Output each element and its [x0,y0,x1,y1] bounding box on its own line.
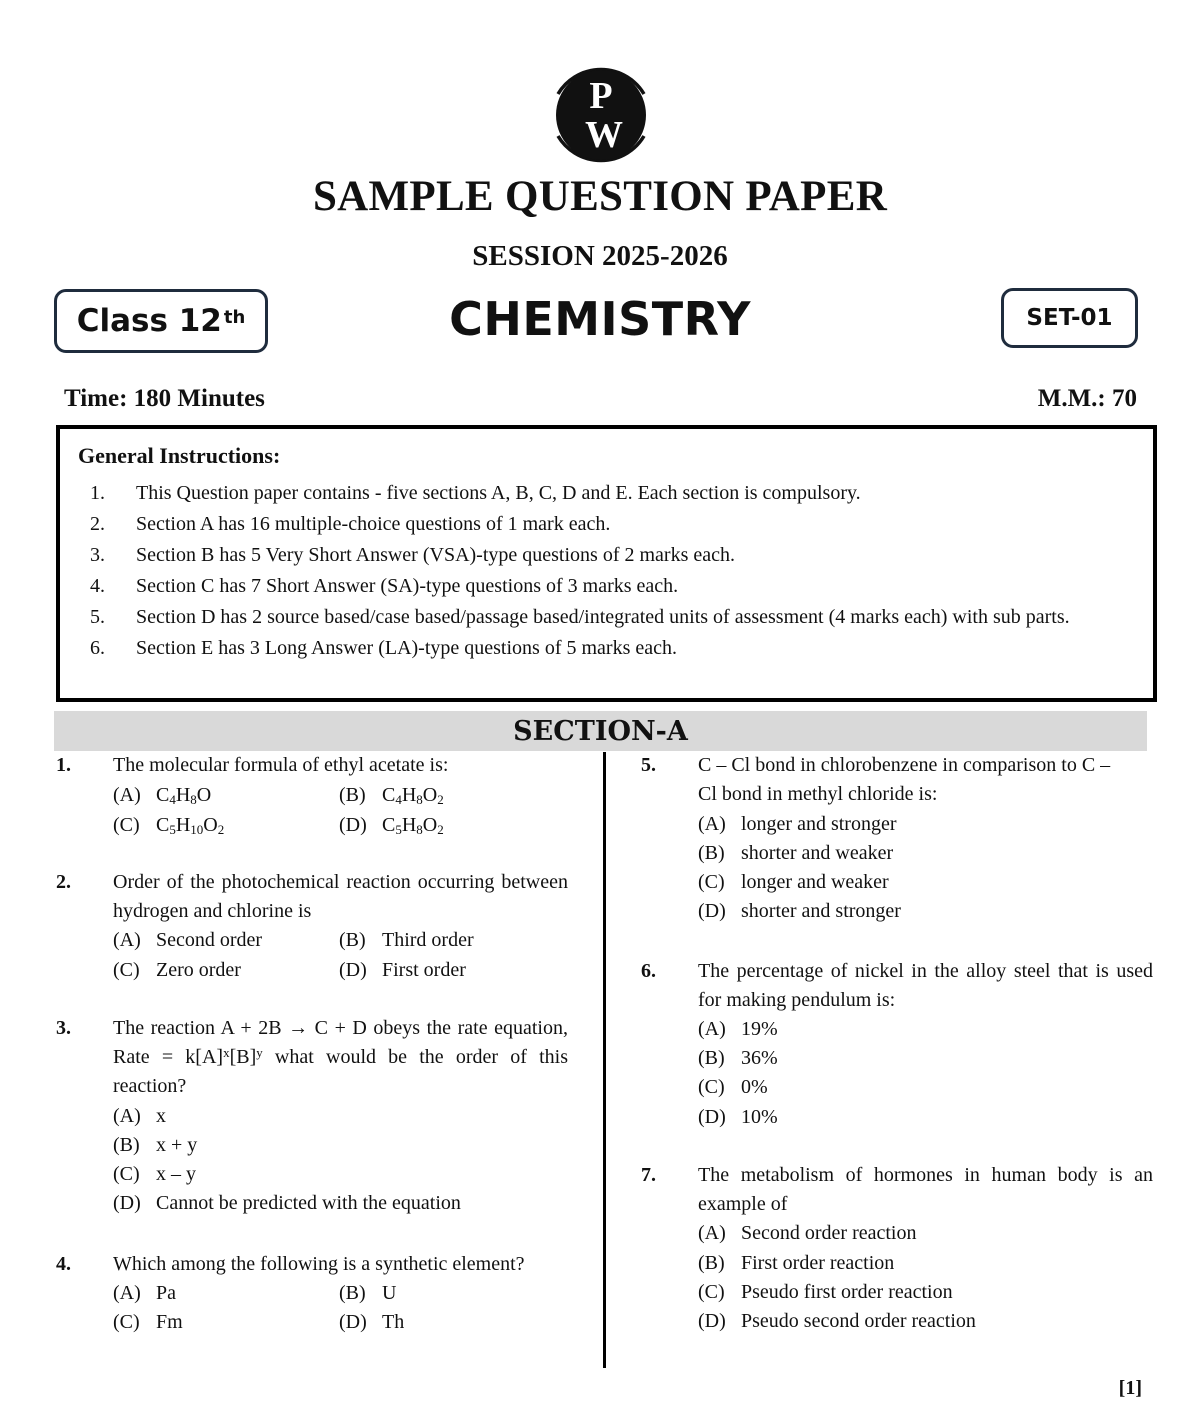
instruction-item [90,571,1140,601]
paper-title: SAMPLE QUESTION PAPER [312,173,888,220]
option-d: (D) 10% [698,1106,778,1128]
option-d: (D) First order [339,959,466,981]
formula: $C_4H_8O$ [156,784,212,807]
max-marks: M.M.: 70 [1037,385,1137,412]
instruction-text: Section B has 5 Very Short Answer (VSA)-type questions of 2 marks each. [136,544,735,566]
option-a: (A) x [113,1105,166,1127]
instructions-heading: General Instructions: [78,443,281,468]
question-number: 6. [641,960,656,982]
option-c: (C) $C_5H_{10}O_2$ [113,814,225,837]
instruction-text: Section A has 16 multiple-choice questions of 1 mark each. [136,513,611,535]
question-text: C – Cl bond in chlorobenzene in comparison to C – Cl bond in methyl chloride is: [698,754,1111,805]
instruction-text: Section D has 2 source based/case based/passage based/integrated units of assessment (4 marks each) with sub parts. [136,606,1070,628]
time-allowed: Time: 180 Minutes [64,385,265,412]
option-a: (A) Pa [113,1282,176,1304]
option-d: (D) shorter and stronger [698,900,901,922]
option-b: (B) U [339,1282,397,1304]
instruction-text: This Question paper contains - five sections A, B, C, D and E. Each section is compulsory. [136,482,861,504]
option-c: (C) Zero order [113,959,241,981]
question-number: 7. [641,1164,656,1186]
question-number: 2. [56,871,71,893]
option-c: (C) longer and weaker [698,871,889,893]
question-text: The metabolism of hormones in human body is an example of [698,1164,1153,1215]
option-a: (A) longer and stronger [698,813,897,835]
option-c: (C) 0% [698,1076,768,1098]
question-number: 5. [641,754,656,776]
set-label: SET-01 [1026,305,1113,331]
subject-title: CHEMISTRY [449,292,751,346]
instruction-text: Section C has 7 Short Answer (SA)-type questions of 3 marks each. [136,575,679,597]
option-a: (A) Second order reaction [698,1222,917,1244]
pw-logo-icon [548,58,654,172]
page-number: [1] [1118,1377,1142,1399]
svg-text:P: P [589,75,613,117]
svg-text:W: W [585,114,623,156]
formula: $C_5H_8O_2$ [382,814,444,837]
question-text: Which among the following is a synthetic element? [113,1253,525,1275]
option-a: (A) $C_4H_8O$ [113,784,212,807]
instruction-number: 4. [90,575,105,597]
formula: $C_5H_{10}O_2$ [156,814,225,837]
class-suffix: th [223,306,246,328]
instruction-number: 2. [90,513,105,535]
option-a: (A) Second order [113,929,263,951]
set-badge [1001,288,1138,348]
session-label: SESSION 2025-2026 [472,240,728,272]
option-b: (B) Third order [339,929,474,951]
option-d: (D) Cannot be predicted with the equation [113,1192,461,1214]
instruction-number: 5. [90,606,105,628]
general-instructions-box [56,425,1157,702]
class-badge [54,289,268,353]
option-d: (D) $C_5H_8O_2$ [339,814,444,837]
question-text: The molecular formula of ethyl acetate is: [113,754,449,776]
instruction-number: 3. [90,544,105,566]
option-b: (B) shorter and weaker [698,842,894,864]
instruction-item [90,478,1140,508]
instruction-item [90,540,1140,570]
option-b: (B) First order reaction [698,1252,895,1274]
instruction-item [90,602,1140,632]
option-d: (D) Th [339,1311,405,1333]
question-number: 4. [56,1253,71,1275]
instruction-text: Section E has 3 Long Answer (LA)-type questions of 5 marks each. [136,637,677,659]
formula: $C_4H_8O_2$ [382,784,444,807]
instruction-number: 6. [90,637,105,659]
question-number: 3. [56,1017,71,1039]
instructions-list [90,478,1140,664]
option-a: (A) 19% [698,1018,778,1040]
question-text: The percentage of nickel in the alloy steel that is used for making pendulum is: [698,960,1153,1011]
class-label: Class 12 [76,303,222,339]
column-divider [603,752,606,1368]
instruction-item [90,509,1140,539]
instruction-item [90,633,1140,663]
question-text: The reaction A + 2B → C + D obeys the rate equation, Rate = $k[A]^x[B]^y$ what would be the order of this reaction? [113,1017,568,1097]
option-c: (C) Pseudo first order reaction [698,1281,953,1303]
option-b: (B) x + y [113,1134,198,1156]
section-a-heading: SECTION-A [54,711,1147,751]
option-b: (B) 36% [698,1047,778,1069]
option-d: (D) Pseudo second order reaction [698,1310,976,1332]
question-text: Order of the photochemical reaction occurring between hydrogen and chlorine is [113,871,568,922]
question-number: 1. [56,754,71,776]
option-c: (C) Fm [113,1311,183,1333]
option-c: (C) x – y [113,1163,196,1185]
pw-logo [548,58,654,172]
option-b: (B) $C_4H_8O_2$ [339,784,444,807]
instruction-number: 1. [90,482,105,504]
